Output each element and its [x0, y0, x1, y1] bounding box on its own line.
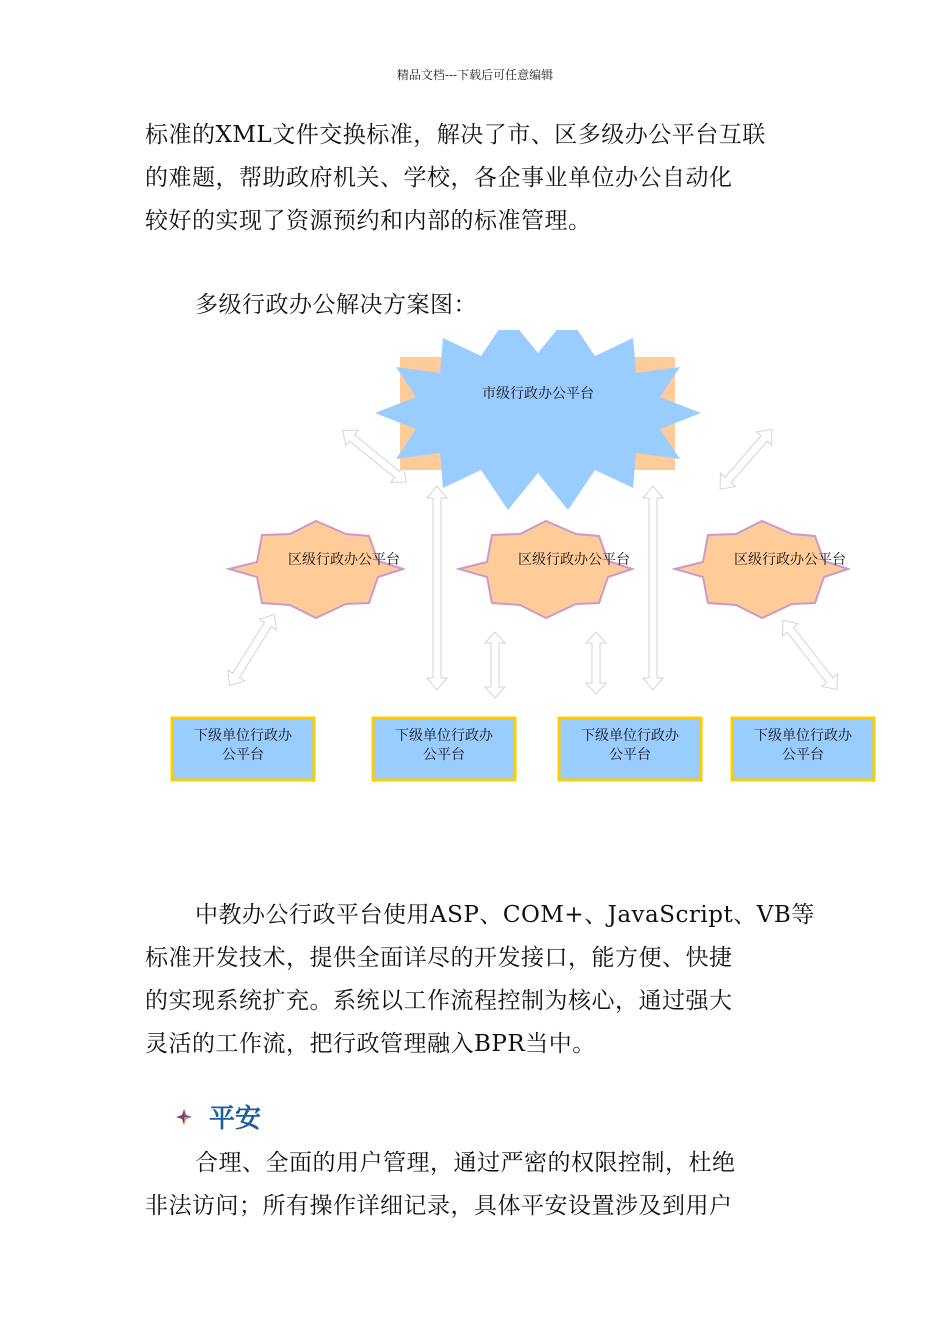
- paragraph-line: 中教办公行政平台使用ASP、COM+、JavaScript、VB等: [195, 902, 815, 928]
- double-arrow-icon: [427, 486, 447, 690]
- paragraph-line: 标准的XML文件交换标准，解决了市、区多级办公平台互联: [145, 122, 766, 148]
- double-arrow-icon: [643, 486, 663, 690]
- double-arrow-icon: [485, 632, 505, 698]
- paragraph-line: 标准开发技术，提供全面详尽的开发接口，能方便、快捷: [145, 945, 733, 971]
- sub-unit-label: 下级单位行政办: [581, 728, 679, 744]
- paragraph-security: [145, 1142, 815, 1228]
- diagram-caption: 多级行政办公解决方案图：: [195, 292, 477, 318]
- district-platform-label: 区级行政办公平台: [288, 552, 400, 568]
- double-arrow-icon: [775, 614, 845, 696]
- paragraph-line: 的难题，帮助政府机关、学校，各企事业单位办公自动化: [145, 165, 733, 191]
- page-header: 精品文档---下载后可任意编辑: [396, 68, 554, 82]
- district-platform-label: 区级行政办公平台: [518, 552, 630, 568]
- sub-unit-node: [373, 718, 515, 780]
- sub-unit-label: 公平台: [782, 747, 824, 763]
- double-arrow-icon: [586, 632, 606, 694]
- sub-unit-label: 下级单位行政办: [395, 728, 493, 744]
- four-pointed-star-icon: [175, 1108, 193, 1126]
- section-heading: [175, 1098, 261, 1135]
- sub-unit-label: 公平台: [609, 747, 651, 763]
- sub-unit-label: 公平台: [222, 747, 264, 763]
- city-platform-label: 市级行政办公平台: [482, 386, 594, 402]
- sub-unit-node: [172, 718, 314, 780]
- district-platform-node: [675, 521, 848, 618]
- sub-unit-label: 下级单位行政办: [194, 728, 292, 744]
- sub-unit-node: [732, 718, 874, 780]
- district-platform-label: 区级行政办公平台: [734, 552, 846, 568]
- sub-unit-label: 下级单位行政办: [754, 728, 852, 744]
- paragraph-intro: [145, 114, 815, 243]
- district-platform-node: [229, 521, 403, 618]
- double-arrow-icon: [713, 423, 780, 496]
- double-arrow-icon: [221, 609, 282, 691]
- sub-unit-label: 公平台: [423, 747, 465, 763]
- paragraph-line: 非法访问；所有操作详细记录，具体平安设置涉及到用户: [145, 1193, 733, 1219]
- section-title: 平安: [209, 1104, 262, 1134]
- city-platform-node: [375, 330, 701, 510]
- paragraph-platform: [145, 894, 815, 1066]
- paragraph-line: 灵活的工作流，把行政管理融入BPR当中。: [145, 1031, 596, 1057]
- sub-unit-node: [559, 718, 701, 780]
- paragraph-line: 的实现系统扩充。系统以工作流程控制为核心，通过强大: [145, 988, 733, 1014]
- paragraph-line: 合理、全面的用户管理，通过严密的权限控制，杜绝: [195, 1150, 736, 1176]
- solution-diagram: [0, 330, 950, 810]
- district-platform-node: [459, 521, 632, 618]
- paragraph-line: 较好的实现了资源预约和内部的标准管理。: [145, 208, 592, 234]
